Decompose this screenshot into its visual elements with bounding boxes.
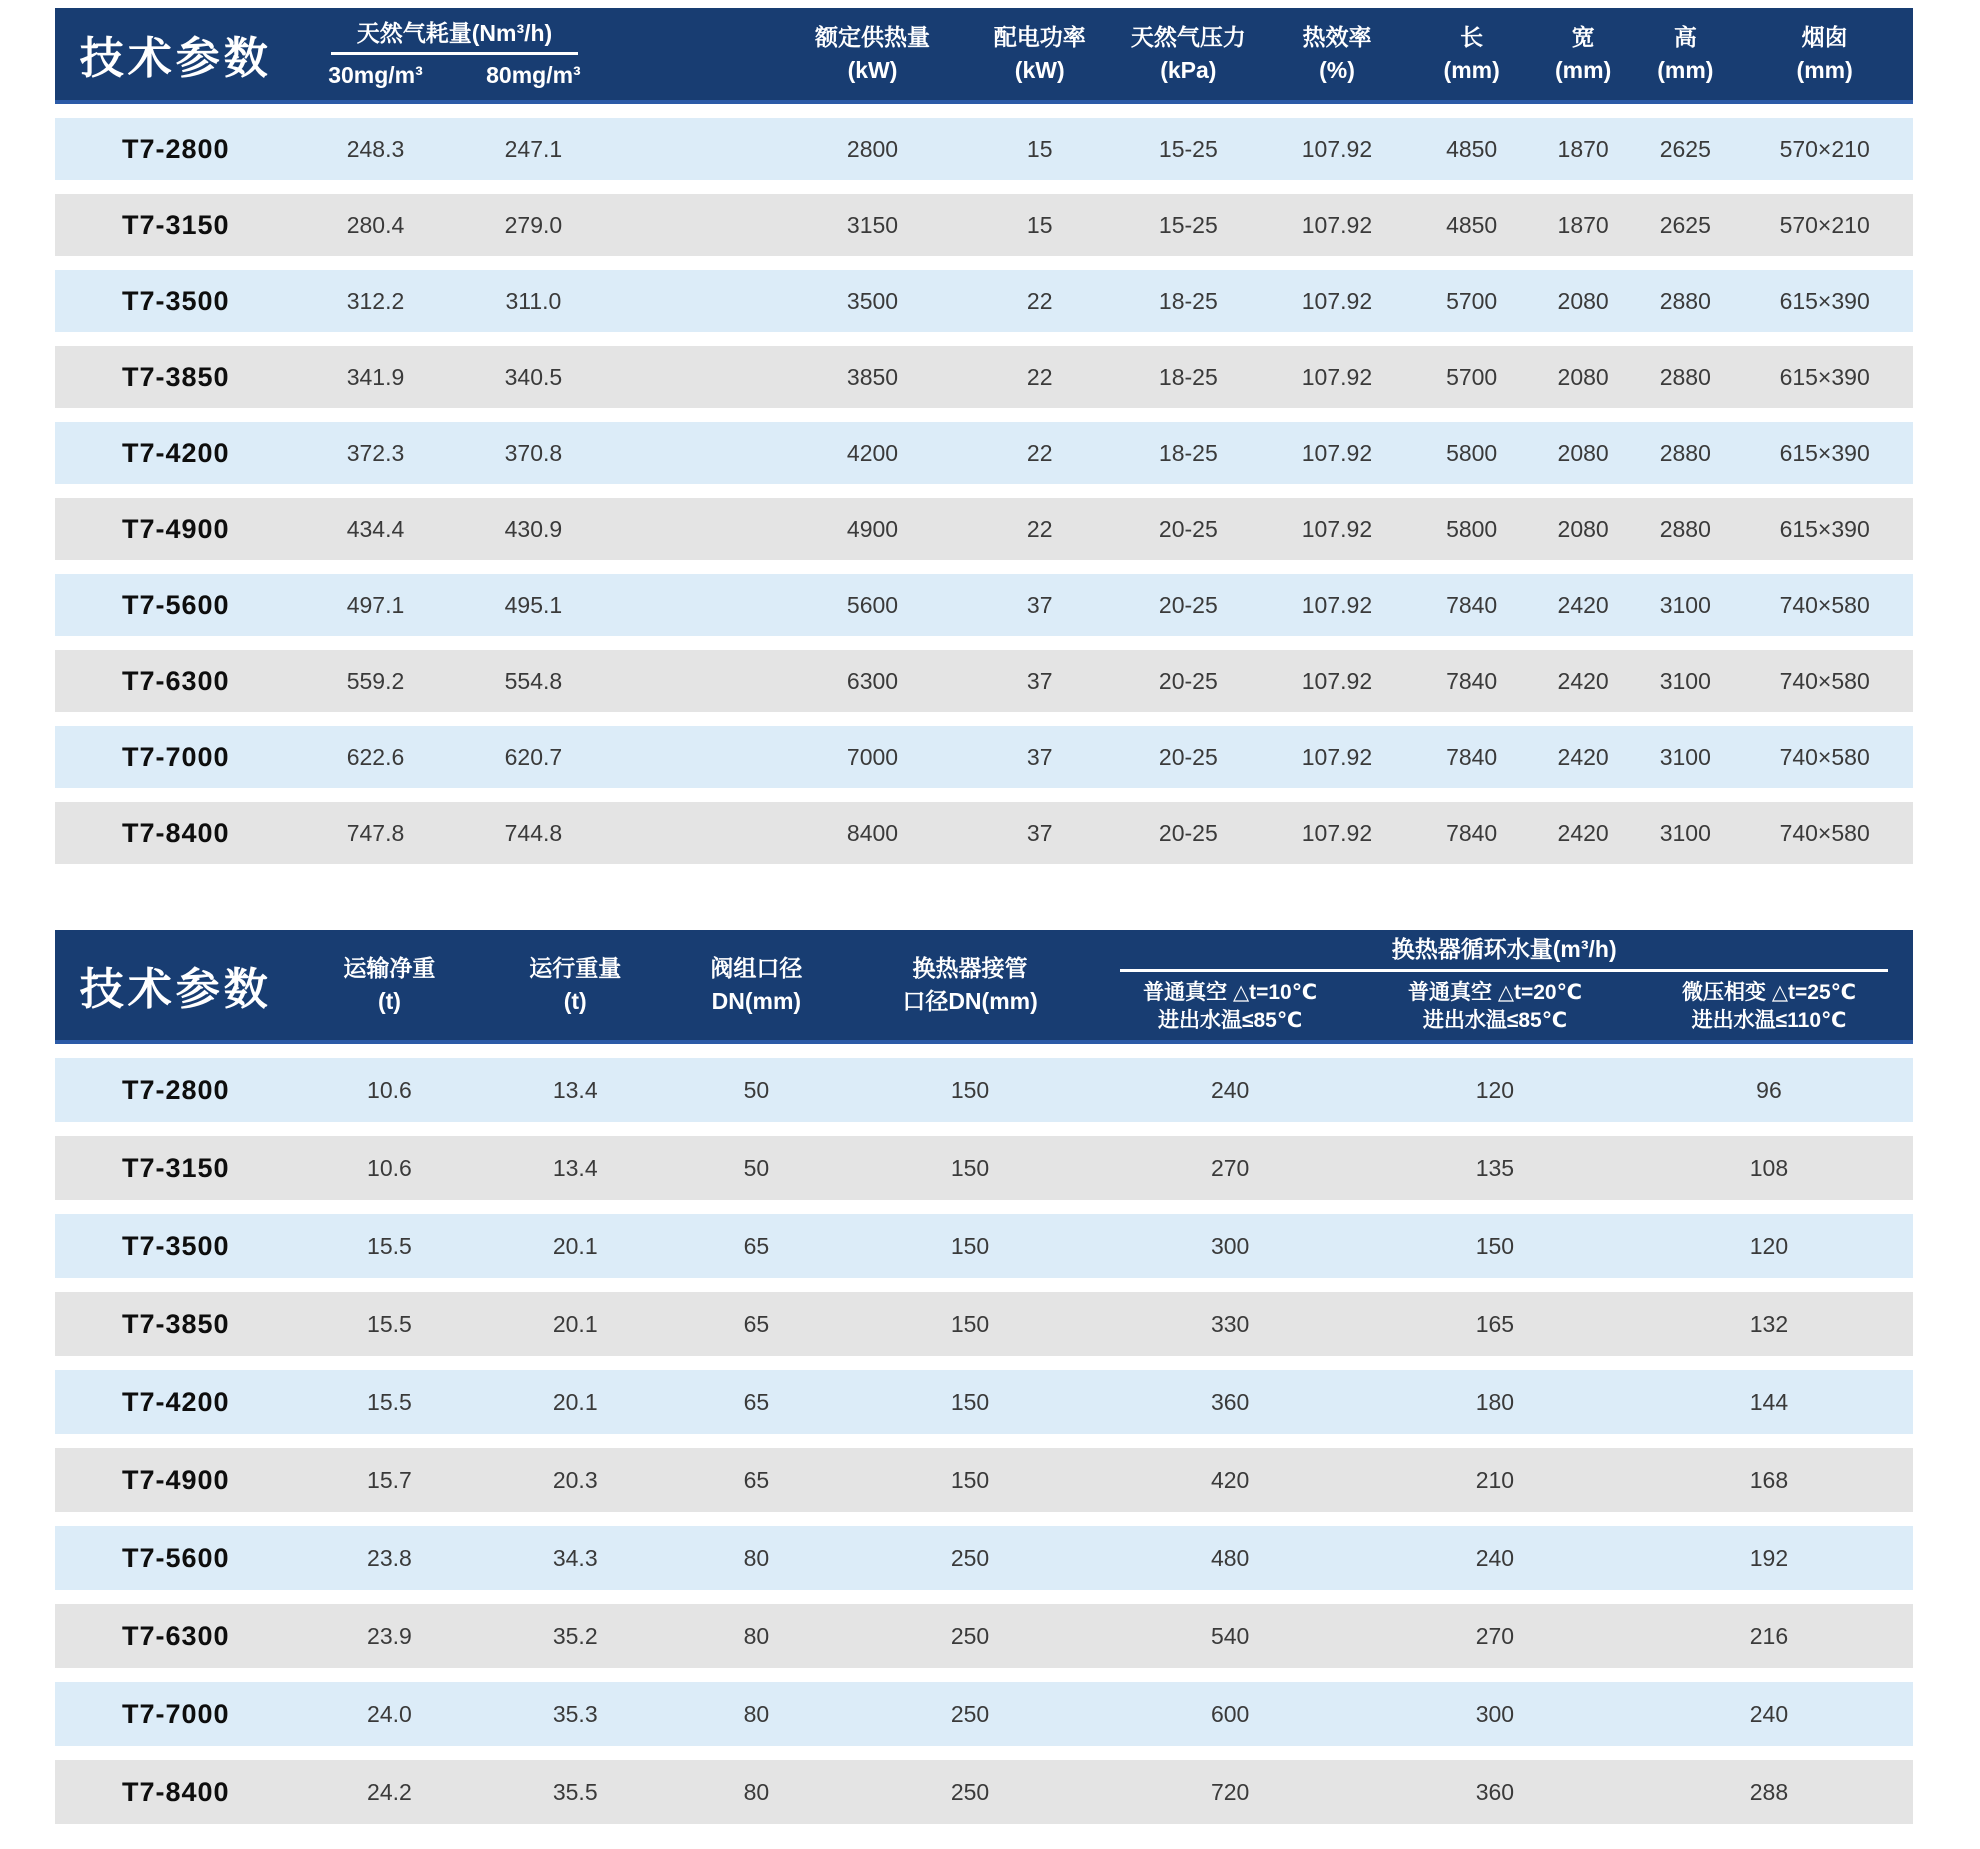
chimney-cell: 740×580 (1779, 743, 1870, 770)
height-cell: 2880 (1659, 363, 1711, 390)
length-cell: 5800 (1446, 439, 1498, 466)
net-weight-cell: 23.8 (367, 1544, 412, 1571)
model-cell: T7-4900 (121, 513, 230, 544)
operating-weight-cell: 20.1 (552, 1388, 598, 1415)
model-cell: T7-3500 (121, 1230, 230, 1261)
gas-pressure-cell: 18-25 (1158, 439, 1218, 466)
length-cell: 7840 (1446, 591, 1498, 618)
gas-80mg-cell: 430.9 (504, 515, 563, 542)
water-flow-dt20-cell: 240 (1475, 1544, 1515, 1571)
net-weight-cell: 10.6 (367, 1154, 412, 1181)
column-header-net-transport-weight (297, 952, 483, 1017)
height-cell: 2625 (1659, 211, 1711, 238)
table-row (55, 1292, 1913, 1356)
chimney-cell: 615×390 (1779, 363, 1870, 390)
operating-weight-cell: 35.3 (552, 1700, 598, 1727)
gas-30mg-cell: 434.4 (346, 515, 405, 542)
net-weight-cell: 15.5 (367, 1310, 412, 1337)
power-cell: 37 (1026, 667, 1053, 694)
table-row (55, 194, 1913, 256)
width-cell: 2420 (1557, 819, 1609, 846)
water-flow-dt25-cell: 168 (1749, 1466, 1789, 1493)
height-cell: 3100 (1659, 743, 1711, 770)
rated-heat-cell: 4900 (846, 515, 899, 542)
gas-80mg-cell: 311.0 (505, 287, 562, 314)
circulating-water-column-group (1095, 935, 1913, 1035)
water-flow-dt25-cell: 132 (1749, 1310, 1789, 1337)
pipe-diameter-cell: 250 (950, 1778, 990, 1805)
valve-diameter-cell: 50 (743, 1076, 770, 1103)
water-flow-dt10-cell: 360 (1210, 1388, 1250, 1415)
pipe-diameter-cell: 150 (950, 1076, 990, 1103)
column-header-phase-change-dt25 (1625, 979, 1913, 1036)
chimney-cell: 615×390 (1779, 439, 1870, 466)
model-cell: T7-3850 (121, 1308, 230, 1339)
table-row (55, 1058, 1913, 1122)
gas-80mg-cell: 744.8 (504, 819, 563, 846)
operating-weight-cell: 13.4 (552, 1154, 598, 1181)
column-header-gas-80mg: 80mg/m³ (486, 62, 581, 89)
table-row (55, 118, 1913, 180)
gas-pressure-cell: 15-25 (1158, 135, 1218, 162)
pipe-diameter-cell: 150 (950, 1310, 990, 1337)
table-row (55, 1682, 1913, 1746)
table-row (55, 498, 1913, 560)
pipe-diameter-cell: 250 (950, 1622, 990, 1649)
water-flow-dt20-cell: 135 (1475, 1154, 1515, 1181)
header-line2: (kPa) (1160, 57, 1217, 83)
length-cell: 5800 (1446, 515, 1498, 542)
model-cell: T7-4900 (121, 1464, 230, 1495)
table-row (55, 1136, 1913, 1200)
water-flow-dt20-cell: 150 (1475, 1232, 1515, 1259)
length-cell: 4850 (1446, 211, 1498, 238)
table-row (55, 346, 1913, 408)
gas-80mg-cell: 279.0 (504, 211, 563, 238)
table-row (55, 270, 1913, 332)
height-cell: 2880 (1659, 515, 1711, 542)
column-header-gas-pressure (1114, 21, 1263, 86)
column-header-length (1411, 21, 1532, 86)
header-line2: 进出水温≤85℃ (1422, 1008, 1568, 1032)
power-cell: 22 (1026, 363, 1053, 390)
net-weight-cell: 24.0 (367, 1700, 412, 1727)
gas-30mg-cell: 372.3 (346, 439, 405, 466)
header-line2: DN(mm) (711, 988, 802, 1014)
water-flow-dt10-cell: 540 (1210, 1622, 1250, 1649)
rated-heat-cell: 6300 (846, 667, 899, 694)
table-row (55, 1448, 1913, 1512)
height-cell: 2880 (1659, 287, 1711, 314)
column-header-operating-weight (482, 952, 668, 1017)
gas-80mg-cell: 620.7 (504, 743, 563, 770)
table-row (55, 574, 1913, 636)
net-weight-cell: 10.6 (367, 1076, 412, 1103)
column-header-height (1634, 21, 1736, 86)
header-line2: (t) (563, 988, 587, 1014)
chimney-cell: 740×580 (1779, 591, 1870, 618)
valve-diameter-cell: 65 (743, 1232, 770, 1259)
model-cell: T7-4200 (121, 437, 230, 468)
table2-header-bar (55, 930, 1913, 1044)
gas-pressure-cell: 18-25 (1158, 287, 1218, 314)
model-cell: T7-3850 (121, 361, 230, 392)
power-cell: 37 (1026, 819, 1053, 846)
efficiency-cell: 107.92 (1301, 591, 1373, 618)
model-cell: T7-8400 (121, 817, 230, 848)
gas-80mg-cell: 554.8 (504, 667, 563, 694)
table-row (55, 1214, 1913, 1278)
header-line2: (mm) (1555, 57, 1612, 83)
rated-heat-cell: 7000 (846, 743, 899, 770)
column-header-thermal-efficiency (1263, 21, 1412, 86)
gas-80mg-cell: 495.1 (504, 591, 563, 618)
water-flow-dt20-cell: 120 (1475, 1076, 1515, 1103)
water-flow-dt10-cell: 600 (1210, 1700, 1250, 1727)
water-flow-dt20-cell: 165 (1475, 1310, 1515, 1337)
model-cell: T7-7000 (121, 741, 230, 772)
width-cell: 2080 (1557, 287, 1609, 314)
power-cell: 15 (1026, 135, 1053, 162)
valve-diameter-cell: 80 (743, 1778, 770, 1805)
gas-pressure-cell: 20-25 (1158, 819, 1218, 846)
table1-header-bar (55, 8, 1913, 104)
height-cell: 2880 (1659, 439, 1711, 466)
length-cell: 5700 (1446, 363, 1498, 390)
header-line1: 换热器接管 (912, 955, 1028, 982)
header-line1: 微压相变 △t=25℃ (1682, 980, 1857, 1004)
header-line2: (%) (1319, 57, 1355, 83)
water-flow-dt20-cell: 300 (1475, 1700, 1515, 1727)
valve-diameter-cell: 50 (743, 1154, 770, 1181)
rated-heat-cell: 8400 (846, 819, 899, 846)
water-flow-dt20-cell: 360 (1475, 1778, 1515, 1805)
table1-body (55, 118, 1913, 864)
gas-pressure-cell: 20-25 (1158, 591, 1218, 618)
valve-diameter-cell: 80 (743, 1622, 770, 1649)
header-line1: 宽 (1571, 24, 1595, 51)
valve-diameter-cell: 65 (743, 1466, 770, 1493)
height-cell: 3100 (1659, 591, 1711, 618)
column-header-rated-heat-output (780, 21, 966, 86)
rated-heat-cell: 3150 (846, 211, 899, 238)
rated-heat-cell: 3850 (846, 363, 899, 390)
water-flow-dt10-cell: 480 (1210, 1544, 1250, 1571)
header-line1: 长 (1460, 24, 1484, 51)
rated-heat-cell: 2800 (846, 135, 899, 162)
width-cell: 1870 (1557, 211, 1609, 238)
column-header-vacuum-dt20 (1365, 979, 1625, 1036)
water-flow-dt25-cell: 288 (1749, 1778, 1789, 1805)
power-cell: 37 (1026, 591, 1053, 618)
length-cell: 5700 (1446, 287, 1498, 314)
width-cell: 2420 (1557, 591, 1609, 618)
header-line1: 天然气压力 (1130, 24, 1246, 51)
header-line1: 高 (1673, 24, 1697, 51)
column-header-heat-exchanger-pipe-diameter (845, 952, 1096, 1017)
valve-diameter-cell: 80 (743, 1544, 770, 1571)
efficiency-cell: 107.92 (1301, 819, 1373, 846)
gas-pressure-cell: 20-25 (1158, 743, 1218, 770)
header-line2: 进出水温≤110℃ (1691, 1008, 1847, 1032)
water-flow-dt10-cell: 240 (1210, 1076, 1250, 1103)
gas-30mg-cell: 312.2 (346, 287, 405, 314)
column-header-chimney (1736, 21, 1913, 86)
header-line2: (mm) (1657, 57, 1714, 83)
rated-heat-cell: 5600 (846, 591, 899, 618)
model-cell: T7-6300 (121, 665, 230, 696)
net-weight-cell: 15.5 (367, 1232, 412, 1259)
width-cell: 2080 (1557, 439, 1609, 466)
gas-30mg-cell: 747.8 (346, 819, 405, 846)
efficiency-cell: 107.92 (1301, 667, 1373, 694)
header-line2: 进出水温≤85℃ (1157, 1008, 1303, 1032)
gas-80mg-cell: 247.1 (504, 135, 563, 162)
table2-title: 技术参数 (79, 965, 272, 1014)
column-header-valve-group-diameter (668, 952, 845, 1017)
chimney-cell: 740×580 (1779, 819, 1870, 846)
model-cell: T7-3150 (121, 209, 230, 240)
valve-diameter-cell: 80 (743, 1700, 770, 1727)
operating-weight-cell: 20.1 (552, 1310, 598, 1337)
gas-consumption-group-label: 天然气耗量(Nm³/h) (356, 19, 553, 46)
operating-weight-cell: 20.3 (552, 1466, 598, 1493)
model-cell: T7-5600 (121, 589, 230, 620)
header-line2: (t) (377, 988, 401, 1014)
gas-consumption-subheaders (297, 62, 613, 89)
circulating-water-group-label: 换热器循环水量(m³/h) (1391, 935, 1617, 962)
model-cell: T7-6300 (121, 1620, 230, 1651)
chimney-cell: 615×390 (1779, 515, 1870, 542)
height-cell: 3100 (1659, 819, 1711, 846)
pipe-diameter-cell: 150 (950, 1466, 990, 1493)
water-flow-dt25-cell: 144 (1749, 1388, 1789, 1415)
model-cell: T7-2800 (121, 1074, 230, 1105)
pipe-diameter-cell: 150 (950, 1154, 990, 1181)
power-cell: 22 (1026, 515, 1053, 542)
chimney-cell: 615×390 (1779, 287, 1870, 314)
power-cell: 37 (1026, 743, 1053, 770)
gas-30mg-cell: 497.1 (346, 591, 405, 618)
table-row (55, 802, 1913, 864)
header-line1: 普通真空 △t=10℃ (1143, 980, 1318, 1004)
technical-parameters-table-1 (55, 8, 1913, 864)
operating-weight-cell: 35.2 (552, 1622, 598, 1649)
gas-30mg-cell: 559.2 (346, 667, 405, 694)
chimney-cell: 740×580 (1779, 667, 1870, 694)
efficiency-cell: 107.92 (1301, 743, 1373, 770)
water-flow-dt20-cell: 210 (1475, 1466, 1515, 1493)
header-line2: (mm) (1443, 57, 1500, 83)
technical-parameters-table-2 (55, 930, 1913, 1824)
header-line1: 额定供热量 (815, 24, 930, 51)
power-cell: 22 (1026, 439, 1053, 466)
width-cell: 2420 (1557, 743, 1609, 770)
operating-weight-cell: 35.5 (552, 1778, 598, 1805)
gas-pressure-cell: 20-25 (1158, 667, 1218, 694)
header-line1: 运输净重 (343, 955, 436, 982)
gas-80mg-cell: 340.5 (504, 363, 563, 390)
power-cell: 22 (1026, 287, 1053, 314)
pipe-diameter-cell: 250 (950, 1700, 990, 1727)
model-cell: T7-2800 (121, 133, 230, 164)
water-flow-dt10-cell: 330 (1210, 1310, 1250, 1337)
header-line2: (kW) (847, 57, 898, 83)
length-cell: 4850 (1446, 135, 1498, 162)
table1-title: 技术参数 (79, 34, 272, 83)
header-line1: 烟囱 (1801, 24, 1848, 51)
table-row (55, 1604, 1913, 1668)
model-cell: T7-7000 (121, 1698, 230, 1729)
efficiency-cell: 107.92 (1301, 363, 1373, 390)
gas-80mg-cell: 370.8 (504, 439, 563, 466)
net-weight-cell: 24.2 (367, 1778, 412, 1805)
column-header-power-distribution (965, 21, 1114, 86)
width-cell: 2080 (1557, 363, 1609, 390)
header-line1: 普通真空 △t=20℃ (1407, 980, 1583, 1004)
valve-diameter-cell: 65 (743, 1310, 770, 1337)
pipe-diameter-cell: 250 (950, 1544, 990, 1571)
chimney-cell: 570×210 (1779, 211, 1870, 238)
operating-weight-cell: 34.3 (552, 1544, 598, 1571)
length-cell: 7840 (1446, 743, 1498, 770)
water-flow-dt25-cell: 216 (1749, 1622, 1789, 1649)
group-underline (331, 52, 577, 55)
header-line2: (kW) (1014, 57, 1065, 83)
header-line1: 配电功率 (993, 24, 1086, 51)
gas-pressure-cell: 15-25 (1158, 211, 1218, 238)
width-cell: 1870 (1557, 135, 1609, 162)
gas-30mg-cell: 622.6 (346, 743, 405, 770)
operating-weight-cell: 13.4 (552, 1076, 598, 1103)
net-weight-cell: 15.7 (367, 1466, 412, 1493)
table-row (55, 726, 1913, 788)
efficiency-cell: 107.92 (1301, 211, 1373, 238)
table-row (55, 650, 1913, 712)
gas-30mg-cell: 341.9 (346, 363, 405, 390)
model-cell: T7-3150 (121, 1152, 230, 1183)
water-flow-dt25-cell: 240 (1749, 1700, 1789, 1727)
group-underline (1120, 969, 1888, 972)
model-cell: T7-8400 (121, 1776, 230, 1807)
efficiency-cell: 107.92 (1301, 515, 1373, 542)
water-flow-dt25-cell: 96 (1756, 1076, 1782, 1103)
gas-pressure-cell: 18-25 (1158, 363, 1218, 390)
gas-pressure-cell: 20-25 (1158, 515, 1218, 542)
gas-30mg-cell: 280.4 (346, 211, 405, 238)
water-flow-dt25-cell: 120 (1749, 1232, 1789, 1259)
column-header-gas-30mg: 30mg/m³ (328, 62, 423, 89)
column-header-vacuum-dt10 (1095, 979, 1364, 1036)
gas-consumption-column-group (297, 19, 613, 90)
length-cell: 7840 (1446, 667, 1498, 694)
height-cell: 2625 (1659, 135, 1711, 162)
circulating-water-subheaders (1095, 979, 1913, 1036)
water-flow-dt20-cell: 180 (1475, 1388, 1515, 1415)
header-line2: 口径DN(mm) (902, 988, 1038, 1014)
column-header-width (1532, 21, 1634, 86)
model-cell: T7-4200 (121, 1386, 230, 1417)
valve-diameter-cell: 65 (743, 1388, 770, 1415)
gas-30mg-cell: 248.3 (346, 135, 405, 162)
header-line1: 阀组口径 (710, 955, 803, 982)
water-flow-dt10-cell: 720 (1210, 1778, 1250, 1805)
header-line1: 热效率 (1302, 24, 1372, 51)
water-flow-dt10-cell: 270 (1210, 1154, 1250, 1181)
water-flow-dt10-cell: 420 (1210, 1466, 1250, 1493)
efficiency-cell: 107.92 (1301, 135, 1373, 162)
table-row (55, 1526, 1913, 1590)
efficiency-cell: 107.92 (1301, 287, 1373, 314)
rated-heat-cell: 3500 (846, 287, 899, 314)
width-cell: 2420 (1557, 667, 1609, 694)
header-line2: (mm) (1796, 57, 1853, 83)
width-cell: 2080 (1557, 515, 1609, 542)
model-cell: T7-3500 (121, 285, 230, 316)
water-flow-dt20-cell: 270 (1475, 1622, 1515, 1649)
efficiency-cell: 107.92 (1301, 439, 1373, 466)
table-row (55, 422, 1913, 484)
header-line1: 运行重量 (529, 955, 622, 982)
water-flow-dt25-cell: 192 (1749, 1544, 1789, 1571)
pipe-diameter-cell: 150 (950, 1388, 990, 1415)
operating-weight-cell: 20.1 (552, 1232, 598, 1259)
pipe-diameter-cell: 150 (950, 1232, 990, 1259)
height-cell: 3100 (1659, 667, 1711, 694)
model-cell: T7-5600 (121, 1542, 230, 1573)
table-row (55, 1370, 1913, 1434)
table-row (55, 1760, 1913, 1824)
power-cell: 15 (1026, 211, 1053, 238)
length-cell: 7840 (1446, 819, 1498, 846)
net-weight-cell: 15.5 (367, 1388, 412, 1415)
chimney-cell: 570×210 (1779, 135, 1870, 162)
rated-heat-cell: 4200 (846, 439, 899, 466)
table2-body (55, 1058, 1913, 1824)
net-weight-cell: 23.9 (367, 1622, 412, 1649)
water-flow-dt25-cell: 108 (1749, 1154, 1789, 1181)
water-flow-dt10-cell: 300 (1210, 1232, 1250, 1259)
